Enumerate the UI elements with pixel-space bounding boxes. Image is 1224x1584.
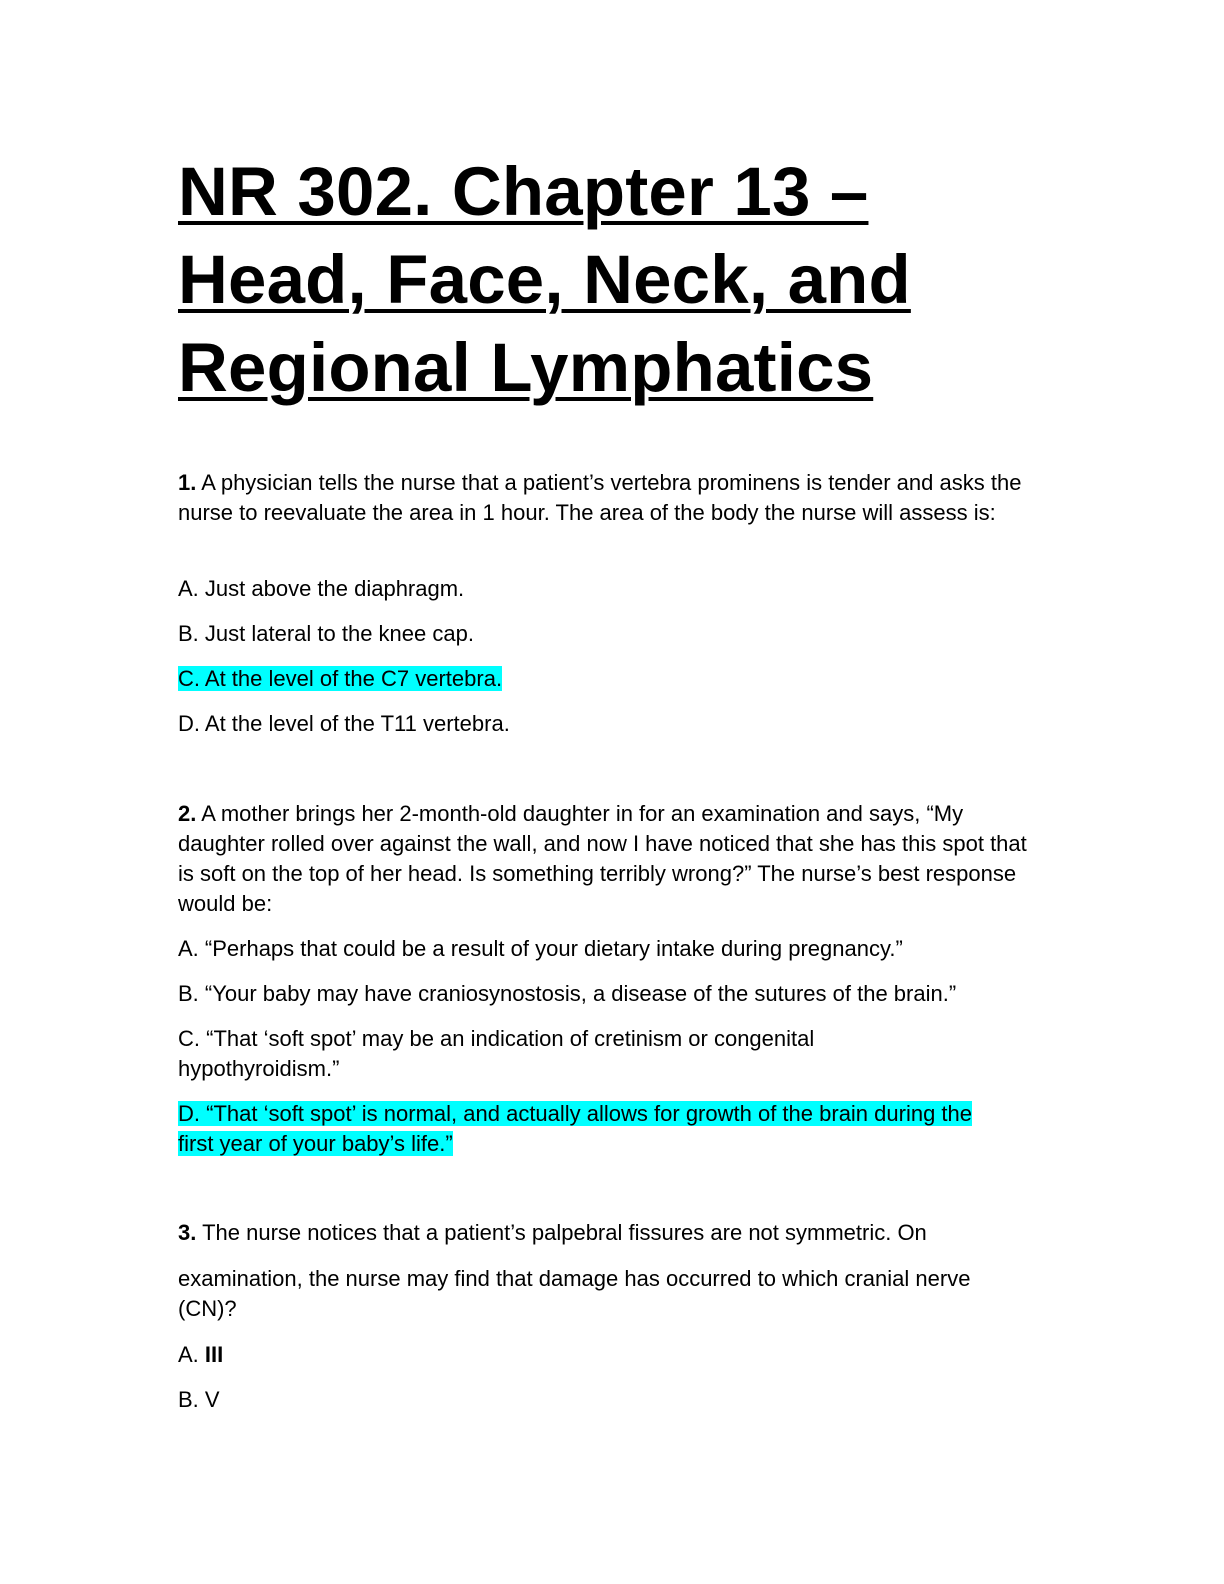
highlighted-answer: D. “That ‘soft spot’ is normal, and actually allows for growth of the brain during the first year of your baby’s life.” bbox=[178, 1101, 973, 1156]
highlighted-answer: C. At the level of the C7 vertebra. bbox=[178, 666, 503, 691]
page-title bbox=[178, 148, 1048, 412]
question-text: A physician tells the nurse that a patient’s vertebra prominens is tender and asks the nurse to reevaluate the area in 1 hour. The area of the body the nurse will assess is: bbox=[178, 470, 1022, 525]
question-2-option-a bbox=[178, 934, 1038, 964]
question-number: 2. bbox=[178, 801, 197, 826]
question-2-option-b bbox=[178, 979, 1038, 1009]
option-text: C. “That ‘soft spot’ may be an indication of cretinism or congenital hypothyroidism.” bbox=[178, 1026, 815, 1081]
question-text: examination, the nurse may find that damage has occurred to which cranial nerve (CN)? bbox=[178, 1266, 971, 1321]
title-line-1: NR 302. Chapter 13 – bbox=[178, 153, 869, 230]
option-letter: A. bbox=[178, 1342, 205, 1367]
question-1-option-b bbox=[178, 619, 1038, 649]
option-text: III bbox=[204, 1342, 224, 1367]
question-text: The nurse notices that a patient’s palpebral fissures are not symmetric. On bbox=[196, 1220, 927, 1245]
question-text: A mother brings her 2-month-old daughter in for an examination and says, “My daughter rolled over against the wall, and now I have noticed that she has this spot that is soft on the top of her head. Is something terribly wrong?” The nurse’s best response would be: bbox=[178, 801, 1027, 916]
option-text: D. At the level of the T11 vertebra. bbox=[178, 711, 510, 736]
question-1-option-a bbox=[178, 574, 1038, 604]
option-letter: B. bbox=[178, 1387, 205, 1412]
question-number: 3. bbox=[178, 1220, 197, 1245]
option-text: A. Just above the diaphragm. bbox=[178, 576, 465, 601]
question-1-option-c-highlighted bbox=[178, 664, 1038, 694]
title-line-3: Regional Lymphatics bbox=[178, 329, 874, 406]
question-1-stem bbox=[178, 468, 1038, 528]
question-3-stem-line-1 bbox=[178, 1218, 1038, 1248]
question-2-stem bbox=[178, 799, 1038, 919]
title-line-2: Head, Face, Neck, and bbox=[178, 241, 911, 318]
option-text: B. “Your baby may have craniosynostosis, a disease of the sutures of the brain.” bbox=[178, 981, 957, 1006]
question-number: 1. bbox=[178, 470, 197, 495]
option-text: B. Just lateral to the knee cap. bbox=[178, 621, 474, 646]
option-text: V bbox=[204, 1387, 220, 1412]
question-3-stem-line-2 bbox=[178, 1264, 978, 1324]
question-2-option-c bbox=[178, 1024, 898, 1084]
question-3-option-b bbox=[178, 1385, 1038, 1415]
question-3-option-a bbox=[178, 1340, 1038, 1370]
option-text: A. “Perhaps that could be a result of your dietary intake during pregnancy.” bbox=[178, 936, 903, 961]
question-2-option-d-highlighted bbox=[178, 1099, 1008, 1159]
question-1-option-d bbox=[178, 709, 1038, 739]
